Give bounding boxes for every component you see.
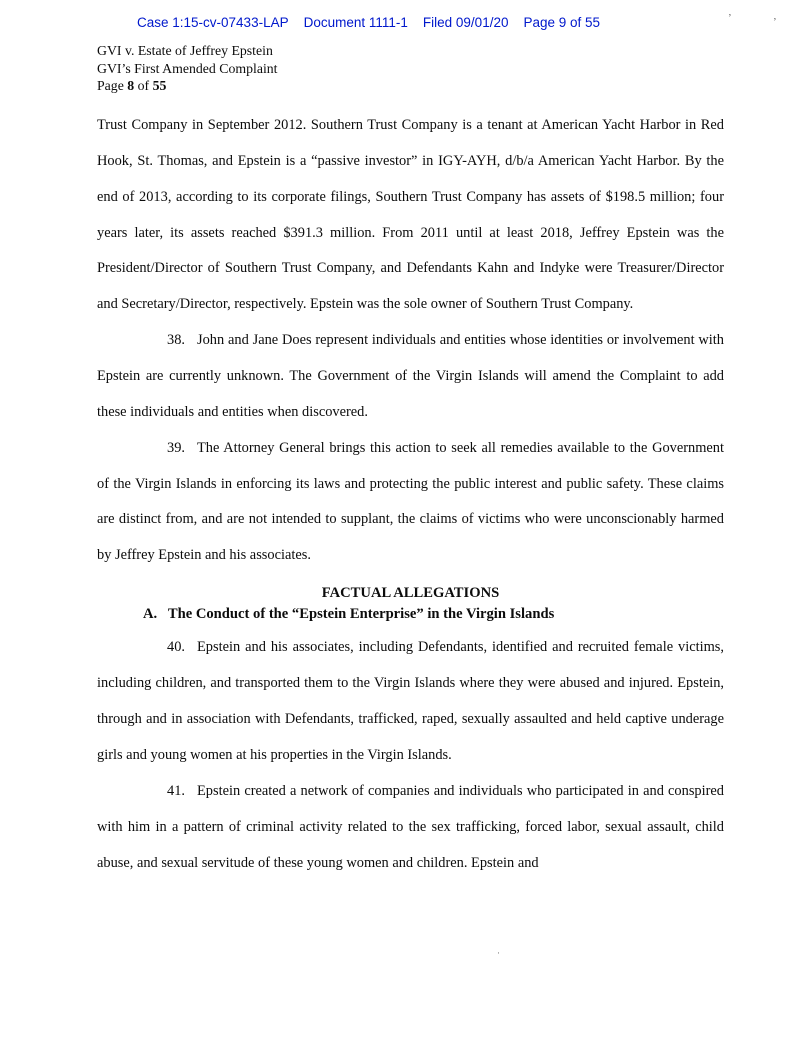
paragraph-text: Epstein created a network of companies and individuals who participated in and conspired with him in a pattern of criminal activity related to the sex trafficking, forced labor, sexual assault, child abuse, and sexual servitude of these young women and children. Epstein and bbox=[97, 782, 724, 871]
paragraph-continuation bbox=[97, 108, 724, 323]
page-total: 55 bbox=[152, 78, 167, 94]
document-header bbox=[97, 42, 278, 95]
page-label-of: of bbox=[134, 78, 153, 94]
section-heading-factual-allegations: FACTUAL ALLEGATIONS bbox=[321, 585, 500, 602]
paragraph-text: Epstein and his associates, including Defendants, identified and recruited female victims, including children, and transported them to the Virgin Islands where they were abused and injured. Epstein, through and in association with Defendants, trafficked, raped, sexually assaulted and held captive underage girls and young women at his properties in the Virgin Islands. bbox=[97, 639, 724, 764]
paragraph-text: John and Jane Does represent individuals and entities whose identities or involvement with Epstein are currently unknown. The Government of the Virgin Islands will amend the Complaint to add these individuals and entities when discovered. bbox=[97, 332, 724, 420]
paragraph-number: 39. bbox=[167, 439, 185, 456]
scan-artifact: · bbox=[497, 948, 500, 958]
paragraph-number: 40. bbox=[167, 639, 185, 656]
scan-artifact: ʼ bbox=[728, 12, 732, 24]
paragraph-41 bbox=[97, 774, 724, 882]
paragraph-text: Trust Company in September 2012. Southern Trust Company is a tenant at American Yacht Harbor in Red Hook, St. Thomas, and Epstein is a “passive investor” in IGY-AYH, d/b/a American Yacht Harbor. By the end of 2013, according to its corporate filings, Southern Trust Company has assets of $198.5 million; four years later, its assets reached $391.3 million. From 2011 until at least 2018, Jeffrey Epstein was the President/Director of Southern Trust Company, and Defendants Kahn and Indyke were Treasurer/Director and Secretary/Director, respectively. Epstein was the sole owner of Southern Trust Company. bbox=[97, 117, 724, 313]
ecf-stamp-filed-date: Filed 09/01/20 bbox=[422, 15, 509, 30]
scan-artifact: ʼ bbox=[773, 16, 777, 28]
page-label-prefix: Page bbox=[97, 78, 128, 94]
document-body bbox=[97, 108, 724, 882]
paragraph-38 bbox=[97, 323, 724, 431]
section-headings bbox=[97, 583, 724, 625]
paragraph-40 bbox=[97, 630, 724, 773]
paragraph-number: 41. bbox=[167, 782, 185, 799]
document-page-label bbox=[97, 77, 278, 95]
section-subheading-a: A. The Conduct of the “Epstein Enterprise” in the Virgin Islands bbox=[143, 606, 555, 623]
ecf-stamp-case-number: Case 1:15-cv-07433-LAP bbox=[137, 15, 289, 30]
paragraph-number: 38. bbox=[167, 332, 185, 349]
paragraph-39 bbox=[97, 431, 724, 574]
document-header-title: GVI v. Estate of Jeffrey Epstein bbox=[97, 43, 273, 58]
document-header-subtitle: GVI’s First Amended Complaint bbox=[97, 60, 278, 76]
paragraph-text: The Attorney General brings this action to seek all remedies available to the Government of the Virgin Islands in enforcing its laws and protecting the public interest and public safety. These claims are distinct from, and are not intended to supplant, the claims of victims who were unconscionably harmed by Jeffrey Epstein and his associates. bbox=[97, 439, 724, 564]
ecf-stamp-page-count: Page 9 of 55 bbox=[523, 15, 601, 30]
ecf-stamp bbox=[137, 15, 600, 30]
ecf-stamp-document-number: Document 1111-1 bbox=[303, 15, 408, 30]
page-number: 8 bbox=[127, 78, 135, 94]
